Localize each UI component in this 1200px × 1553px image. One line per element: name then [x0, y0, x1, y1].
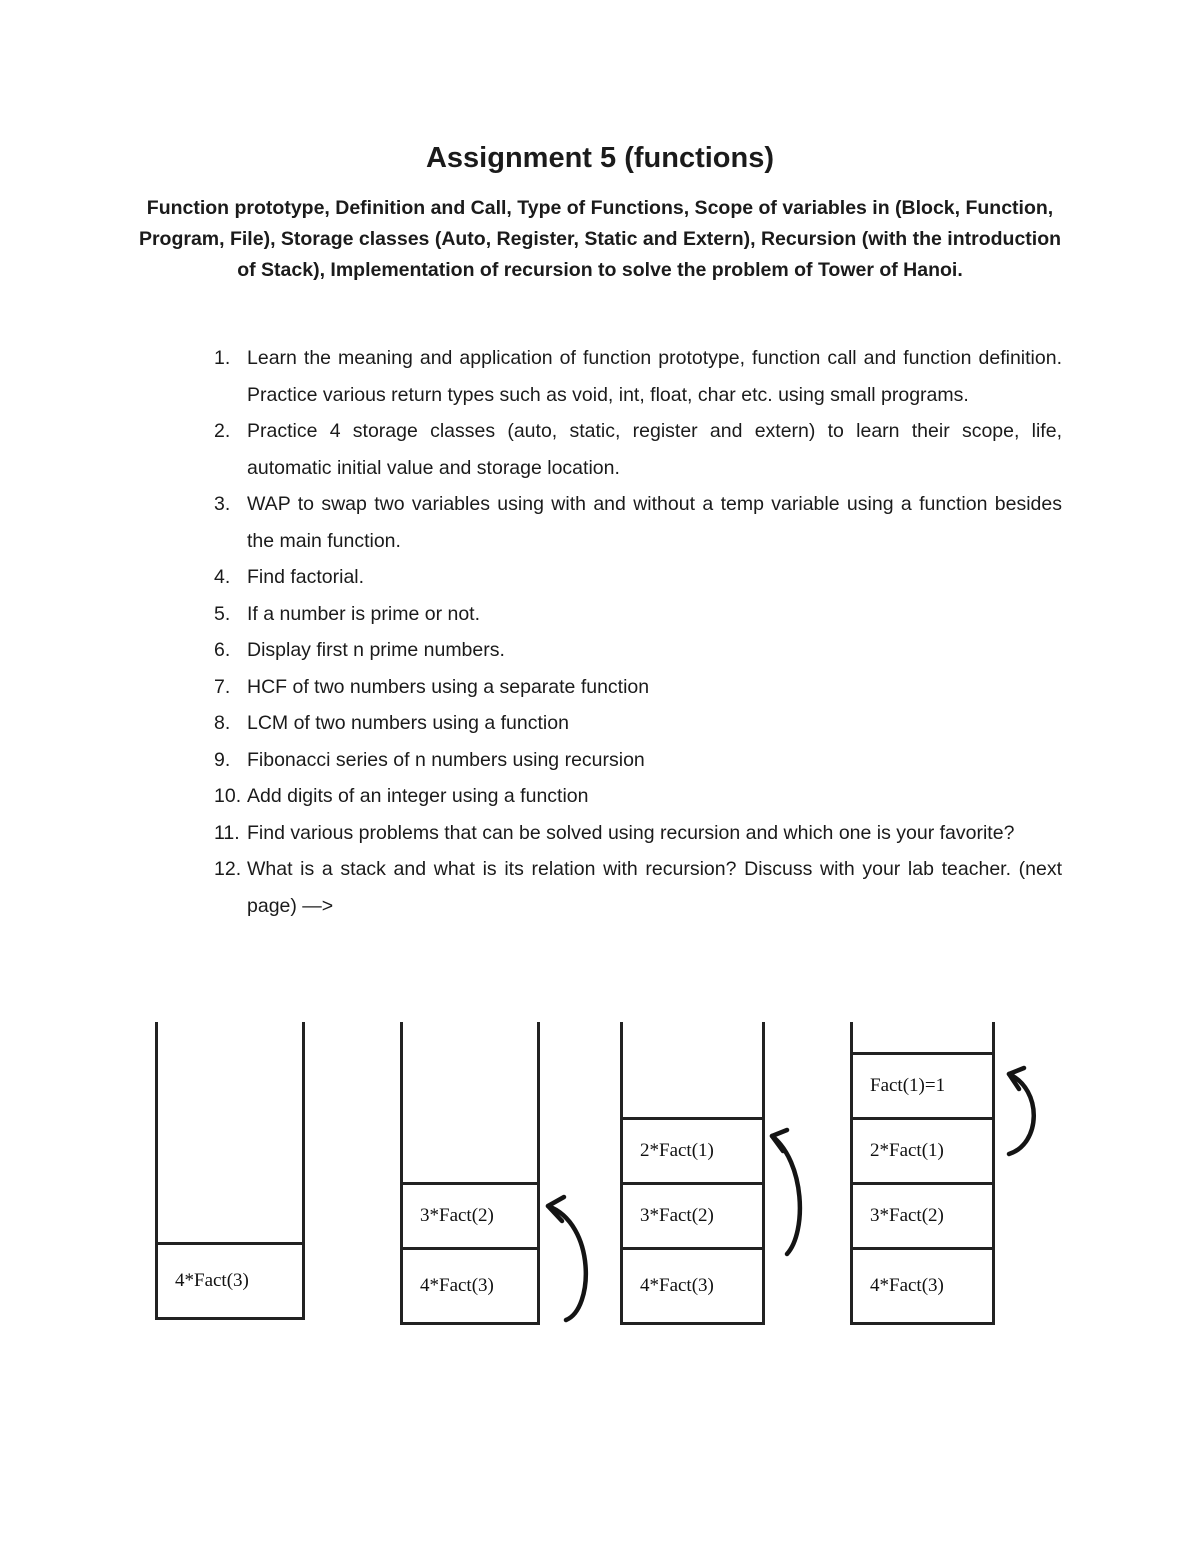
list-item-text: Learn the meaning and application of function prototype, function call and function definition. Practice various return types such as void, int, float, char etc. using small programs. [247, 347, 1062, 406]
list-item-number: 5. [214, 602, 231, 625]
assignment-subtitle: Function prototype, Definition and Call, Type of Functions, Scope of variables in (Block, Function, Program, File), Storage classes (Auto, Register, Static and Extern), Recursion (with the introduction of Stack), Implementation of recursion to solve the problem of Tower of Hanoi. [138, 197, 1062, 281]
stack-cell: 4*Fact(3) [403, 1247, 537, 1322]
list-item-text: HCF of two numbers using a separate function [247, 675, 650, 698]
stack-frame-3 [620, 1022, 765, 1325]
list-item-number: 8. [214, 712, 231, 734]
curved-arrow-icon [536, 1190, 598, 1328]
list-item-text: Practice 4 storage classes (auto, static, register and extern) to learn their scope, life, automatic initial value and storage location. [247, 420, 1062, 479]
stack-cell: 4*Fact(3) [623, 1247, 762, 1322]
list-item-number: 4. [214, 566, 231, 588]
assignment-task-list [214, 340, 1062, 924]
list-item [214, 632, 1062, 669]
list-item-text: Add digits of an integer using a function [247, 785, 589, 807]
stack-cell: Fact(1)=1 [853, 1052, 992, 1117]
stack-cell: 2*Fact(1) [623, 1117, 762, 1182]
list-item-number: 10. [214, 785, 242, 807]
stack-cell: 2*Fact(1) [853, 1117, 992, 1182]
page-title: Assignment 5 (functions) [425, 142, 774, 174]
list-item [214, 742, 1062, 779]
list-item-text: If a number is prime or not. [247, 602, 481, 625]
list-item-number: 7. [214, 675, 231, 698]
stack-frame-4 [850, 1022, 995, 1325]
list-item-number: 6. [214, 639, 231, 661]
list-item-number: 12. [214, 858, 242, 880]
stack-frame-2 [400, 1022, 540, 1325]
list-item [214, 815, 1062, 852]
stack-frame-1 [155, 1022, 305, 1320]
curved-arrow-icon [763, 1122, 811, 1262]
list-item [214, 486, 1062, 559]
list-item [214, 413, 1062, 486]
list-item [214, 596, 1062, 633]
stack-cell: 3*Fact(2) [403, 1182, 537, 1247]
list-item-text: Fibonacci series of n numbers using recursion [247, 748, 645, 771]
stack-cell: 4*Fact(3) [853, 1247, 992, 1322]
list-item-text: What is a stack and what is its relation with recursion? Discuss with your lab teacher. (next page) —> [247, 858, 1062, 917]
stack-cell: 3*Fact(2) [853, 1182, 992, 1247]
list-item-text: WAP to swap two variables using with and without a temp variable using a function besides the main function. [247, 493, 1062, 552]
list-item [214, 778, 1062, 815]
stack-cell: 4*Fact(3) [158, 1242, 302, 1317]
list-item-number: 3. [214, 493, 231, 515]
stack-cell: 3*Fact(2) [623, 1182, 762, 1247]
recursion-stack-diagram [0, 1022, 1200, 1353]
list-item-number: 1. [214, 347, 231, 369]
list-item-text: Find various problems that can be solved using recursion and which one is your favorite? [247, 821, 1015, 844]
list-item-text: Display first n prime numbers. [247, 639, 505, 661]
list-item [214, 340, 1062, 413]
list-item-number: 11. [214, 821, 240, 844]
list-item [214, 851, 1062, 924]
list-item [214, 669, 1062, 706]
list-item-number: 9. [214, 748, 231, 771]
list-item [214, 705, 1062, 742]
list-item-number: 2. [214, 420, 231, 442]
list-item-text: LCM of two numbers using a function [247, 712, 569, 734]
list-item-text: Find factorial. [247, 566, 365, 588]
list-item [214, 559, 1062, 596]
curved-arrow-icon [993, 1062, 1049, 1162]
